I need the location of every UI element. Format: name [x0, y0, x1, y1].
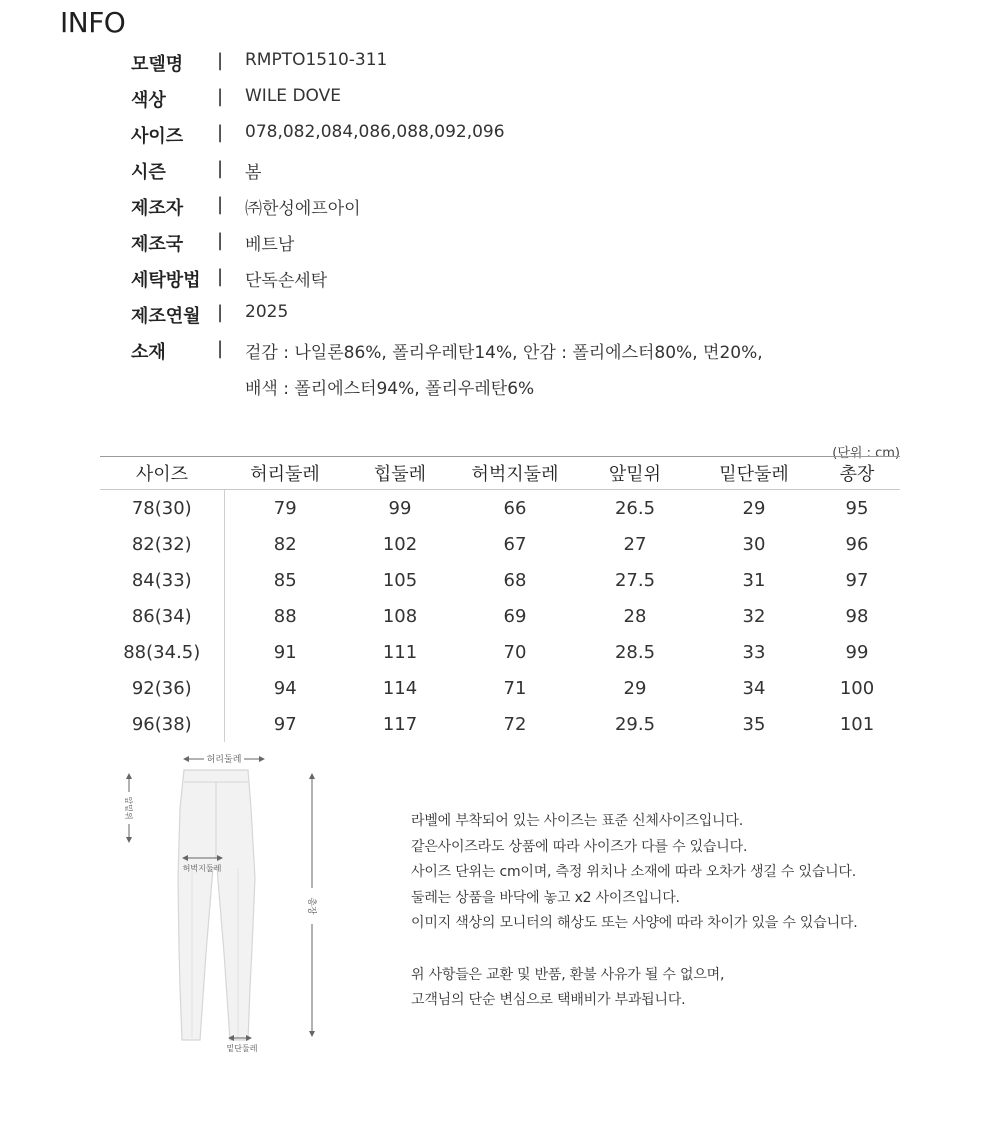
info-value: 078,082,084,086,088,092,096	[245, 122, 505, 142]
length-measure	[306, 774, 318, 1036]
table-header-row	[100, 457, 900, 490]
waist-measure	[184, 753, 264, 765]
table-cell: 28	[623, 605, 647, 627]
info-label: 제조국	[131, 234, 184, 255]
table-row	[100, 526, 900, 562]
table-cell: 79	[273, 497, 297, 519]
column-header: 허리둘레	[224, 457, 346, 490]
table-cell: 31	[742, 569, 766, 591]
info-row-season	[131, 152, 951, 188]
table-cell: 97	[273, 713, 297, 735]
table-cell: 29	[742, 497, 766, 519]
info-row-country	[131, 224, 951, 260]
info-row-material	[131, 332, 951, 399]
thigh-label: 허벅지둘레	[182, 864, 222, 873]
table-cell: 97	[845, 569, 869, 591]
table-row	[100, 490, 900, 527]
table-cell: 94	[273, 677, 297, 699]
column-header: 허벅지둘레	[454, 457, 576, 490]
column-header: 앞밑위	[576, 457, 694, 490]
note-line: 사이즈 단위는 cm이며, 측정 위치나 소재에 따라 오차가 생길 수 있습니다.	[411, 864, 857, 880]
table-cell: 91	[273, 641, 297, 663]
table-cell: 108	[382, 605, 418, 627]
info-label: 제조자	[131, 198, 184, 219]
table-cell: 28.5	[614, 641, 656, 663]
table-row	[100, 598, 900, 634]
rise-measure	[124, 774, 134, 842]
length-label: 총장	[306, 897, 316, 915]
table-cell: 32	[742, 605, 766, 627]
info-separator: |	[217, 86, 224, 107]
info-separator: |	[217, 230, 224, 251]
table-cell: 117	[382, 713, 418, 735]
note-line: 위 사항들은 교환 및 반품, 환불 사유가 될 수 없으며,	[411, 966, 725, 983]
size-table	[100, 456, 900, 742]
info-label: 소재	[131, 342, 166, 363]
table-cell: 72	[503, 713, 527, 735]
size-notes	[411, 810, 971, 1015]
info-label: 세탁방법	[131, 270, 201, 291]
rise-label: 앞밑위	[124, 796, 133, 820]
table-cell: 98	[845, 605, 869, 627]
table-cell: 27.5	[614, 569, 656, 591]
table-cell: 26.5	[614, 497, 656, 519]
table-cell: 86(34)	[100, 598, 224, 634]
info-label: 제조연월	[131, 306, 201, 327]
table-row	[100, 670, 900, 706]
column-header: 힙둘레	[346, 457, 454, 490]
note-line: 이미지 색상의 모니터의 해상도 또는 사양에 따라 차이가 있을 수 있습니다.	[411, 915, 858, 931]
info-row-model	[131, 44, 951, 80]
table-cell: 99	[845, 641, 869, 663]
unit-note: (단위 : cm)	[832, 446, 900, 461]
table-row	[100, 706, 900, 742]
info-row-date	[131, 296, 951, 332]
measurement-diagram	[120, 748, 340, 1058]
waist-label: 허리둘레	[206, 755, 242, 765]
info-value: RMPTO1510-311	[245, 50, 388, 70]
table-cell: 27	[623, 533, 647, 555]
info-value	[245, 338, 763, 410]
info-value: WILE DOVE	[245, 86, 341, 106]
product-info-list	[131, 44, 951, 399]
pants-illustration	[178, 770, 255, 1040]
table-cell: 82(32)	[100, 526, 224, 562]
table-cell: 96(38)	[100, 706, 224, 742]
info-value: 2025	[245, 302, 289, 322]
table-cell: 96	[845, 533, 869, 555]
column-header: 총장	[814, 457, 900, 490]
table-cell: 85	[273, 569, 297, 591]
table-cell: 33	[742, 641, 766, 663]
table-cell: 29.5	[614, 713, 656, 735]
column-header: 사이즈	[100, 457, 224, 490]
table-cell: 69	[503, 605, 527, 627]
info-row-size	[131, 116, 951, 152]
table-cell: 88(34.5)	[100, 634, 224, 670]
table-cell: 78(30)	[100, 490, 224, 527]
table-cell: 99	[388, 497, 412, 519]
table-cell: 35	[742, 713, 766, 735]
table-cell: 95	[845, 497, 869, 519]
info-row-color	[131, 80, 951, 116]
note-line: 둘레는 상품을 바닥에 놓고 x2 사이즈입니다.	[411, 889, 680, 906]
note-line: 라벨에 부착되어 있는 사이즈는 표준 신체사이즈입니다.	[411, 813, 743, 829]
note-line: 같은사이즈라도 상품에 따라 사이즈가 다를 수 있습니다.	[411, 838, 748, 855]
table-cell: 92(36)	[100, 670, 224, 706]
info-separator: |	[217, 50, 224, 71]
info-value: 봄	[245, 163, 262, 183]
info-separator: |	[217, 338, 224, 359]
table-cell: 66	[503, 497, 527, 519]
table-cell: 102	[382, 533, 418, 555]
table-cell: 34	[742, 677, 766, 699]
info-label: 색상	[131, 90, 166, 111]
table-cell: 111	[382, 641, 418, 663]
table-cell: 71	[503, 677, 527, 699]
info-separator: |	[217, 158, 224, 179]
material-line: 겉감 : 나일론86%, 폴리우레탄14%, 안감 : 폴리에스터80%, 면20%,	[245, 343, 763, 363]
table-cell: 84(33)	[100, 562, 224, 598]
table-cell: 30	[742, 533, 766, 555]
table-cell: 70	[503, 641, 527, 663]
info-value: 단독손세탁	[245, 271, 328, 291]
info-row-washing	[131, 260, 951, 296]
info-label: 사이즈	[131, 126, 184, 147]
info-label: 시즌	[131, 162, 166, 183]
table-cell: 100	[839, 677, 875, 699]
note-line: 고객님의 단순 변심으로 택배비가 부과됩니다.	[411, 992, 686, 1008]
table-cell: 114	[382, 677, 418, 699]
info-separator: |	[217, 122, 224, 143]
table-row	[100, 634, 900, 670]
material-line: 배색 : 폴리에스터94%, 폴리우레탄6%	[245, 379, 535, 399]
info-separator: |	[217, 194, 224, 215]
table-cell: 68	[503, 569, 527, 591]
table-cell: 101	[839, 713, 875, 735]
info-separator: |	[217, 302, 224, 323]
column-header: 밑단둘레	[694, 457, 814, 490]
table-cell: 88	[273, 605, 297, 627]
hem-label: 밑단둘레	[226, 1044, 258, 1053]
info-row-manufacturer	[131, 188, 951, 224]
info-label: 모델명	[131, 54, 184, 75]
table-cell: 67	[503, 533, 527, 555]
table-cell: 29	[623, 677, 647, 699]
info-separator: |	[217, 266, 224, 287]
table-row	[100, 562, 900, 598]
table-cell: 82	[273, 533, 297, 555]
info-title: INFO	[60, 6, 126, 39]
table-cell: 105	[382, 569, 418, 591]
info-value: ㈜한성에프아이	[245, 199, 361, 219]
info-value: 베트남	[245, 235, 295, 255]
